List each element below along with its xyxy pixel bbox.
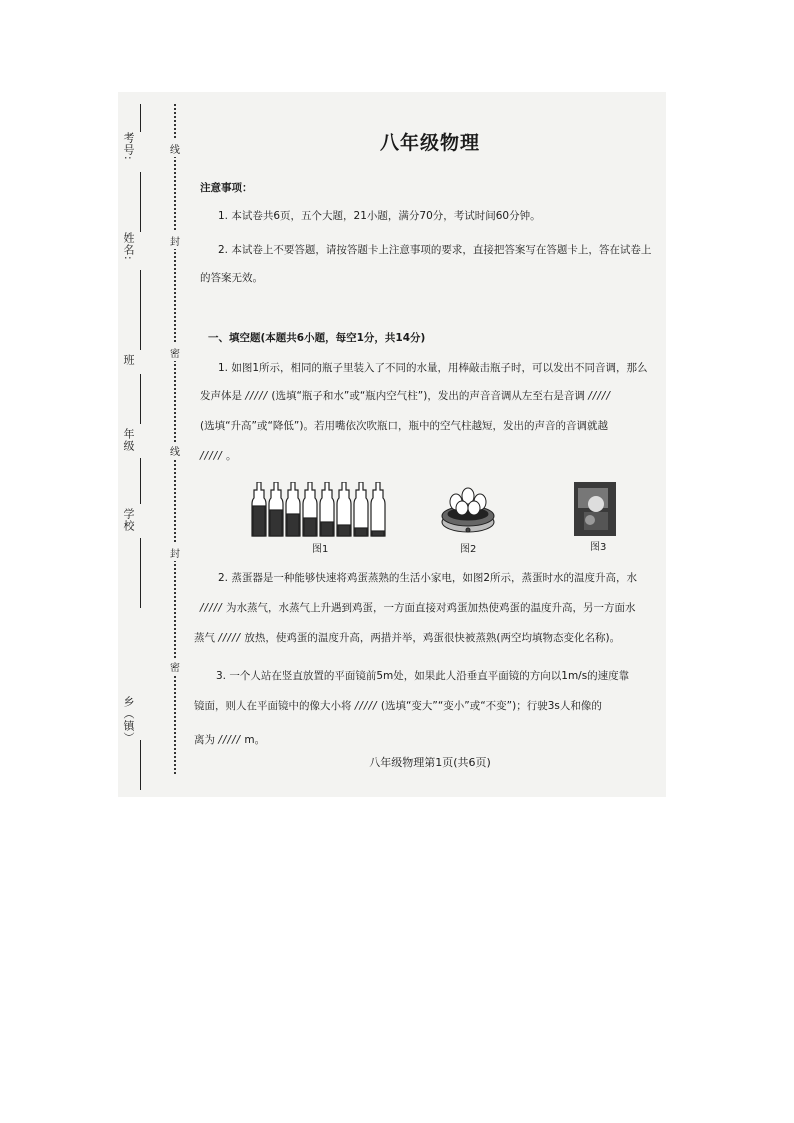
name-blank: [140, 270, 141, 350]
notice-item-1: 1. 本试卷共6页，五个大题，21小题，满分70分，考试时间60分钟。: [218, 210, 541, 222]
seal-char: 封: [170, 544, 180, 561]
answer-blank: /////: [588, 390, 611, 402]
figure-1-bottles: [248, 482, 388, 538]
q3-line-2: 镜面，则人在平面镜中的像大小将 ///// (选填“变大”“变小”或“不变”)；行驶3s人和像的: [194, 700, 602, 712]
figure-3-caption: 图3: [590, 542, 607, 553]
answer-blank: /////: [200, 450, 223, 462]
figure-1-caption: 图1: [312, 544, 329, 555]
scanned-page: [118, 92, 666, 797]
figure-2-caption: 图2: [460, 544, 477, 555]
grade-blank: [140, 458, 141, 504]
answer-blank: /////: [218, 734, 242, 746]
bottle-icon: [320, 482, 334, 536]
class-blank: [140, 374, 141, 424]
page-title: 八年级物理: [379, 132, 480, 154]
bottle-icon: [252, 482, 266, 536]
seal-char: 密: [170, 658, 180, 675]
exam-no-blank: [140, 172, 141, 232]
answer-blank: /////: [354, 700, 378, 712]
seal-char: 密: [170, 344, 180, 361]
seal-char: 线: [170, 442, 180, 459]
q2-line-3: 蒸气 ///// 放热，使鸡蛋的温度升高，两措并举，鸡蛋很快被蒸熟(两空均填物态变化名称)。: [194, 632, 621, 644]
bottle-icon: [337, 482, 351, 536]
notice-heading: 注意事项：: [200, 182, 253, 194]
answer-blank: /////: [218, 632, 242, 644]
town-blank: [140, 740, 141, 790]
grade-label: 年级: [122, 428, 135, 452]
q1-line-4: ///// 。: [200, 450, 237, 462]
answer-blank: /////: [245, 390, 269, 402]
page-content: [194, 92, 666, 797]
exam-no-label: 考号:: [122, 132, 135, 161]
figure-3-photo: [574, 482, 616, 536]
seal-char: 封: [170, 232, 180, 249]
q1-line-2: 发声体是 ///// (选填“瓶子和水”或“瓶内空气柱”)，发出的声音音调从左至右是音调 /////: [200, 390, 611, 402]
notice-item-2-cont: 的答案无效。: [200, 272, 263, 284]
section-1-heading: 一、填空题(本题共6小题，每空1分，共14分): [208, 332, 426, 344]
bottle-icon: [269, 482, 283, 536]
exam-no-line: [140, 104, 141, 132]
q2-line-2: ///// 为水蒸气，水蒸气上升遇到鸡蛋，一方面直接对鸡蛋加热使鸡蛋的温度升高，另一方面水: [200, 602, 636, 614]
school-blank: [140, 538, 141, 608]
seal-char: 线: [170, 140, 180, 157]
q3-line-1: 3. 一个人站在竖直放置的平面镜前5m处，如果此人沿垂直平面镜的方向以1m/s的速度靠: [216, 670, 630, 682]
school-label: 学校: [122, 508, 135, 532]
class-label: 班: [122, 354, 135, 366]
q1-line-1: 1. 如图1所示，相同的瓶子里装入了不同的水量，用棒敲击瓶子时，可以发出不同音调，那么: [218, 362, 648, 374]
town-label: 乡（镇）: [122, 696, 135, 744]
bottle-icon: [354, 482, 368, 536]
notice-item-2: 2. 本试卷上不要答题，请按答题卡上注意事项的要求，直接把答案写在答题卡上，答在试卷上: [218, 244, 652, 256]
name-label: 姓名:: [122, 232, 135, 261]
bottle-icon: [303, 482, 317, 536]
bottle-icon: [371, 482, 385, 536]
answer-blank: /////: [200, 602, 223, 614]
figure-2-egg-steamer: [440, 484, 496, 536]
binding-strip: [118, 92, 178, 797]
q3-line-3: 离为 ///// m。: [194, 734, 266, 746]
page-footer: 八年级物理第1页(共6页): [369, 756, 491, 769]
q1-line-3: (选填“升高”或“降低”)。若用嘴依次吹瓶口，瓶中的空气柱越短，发出的声音的音调就越: [200, 420, 608, 432]
q2-line-1: 2. 蒸蛋器是一种能够快速将鸡蛋蒸熟的生活小家电，如图2所示，蒸蛋时水的温度升高，水: [218, 572, 638, 584]
bottle-icon: [286, 482, 300, 536]
